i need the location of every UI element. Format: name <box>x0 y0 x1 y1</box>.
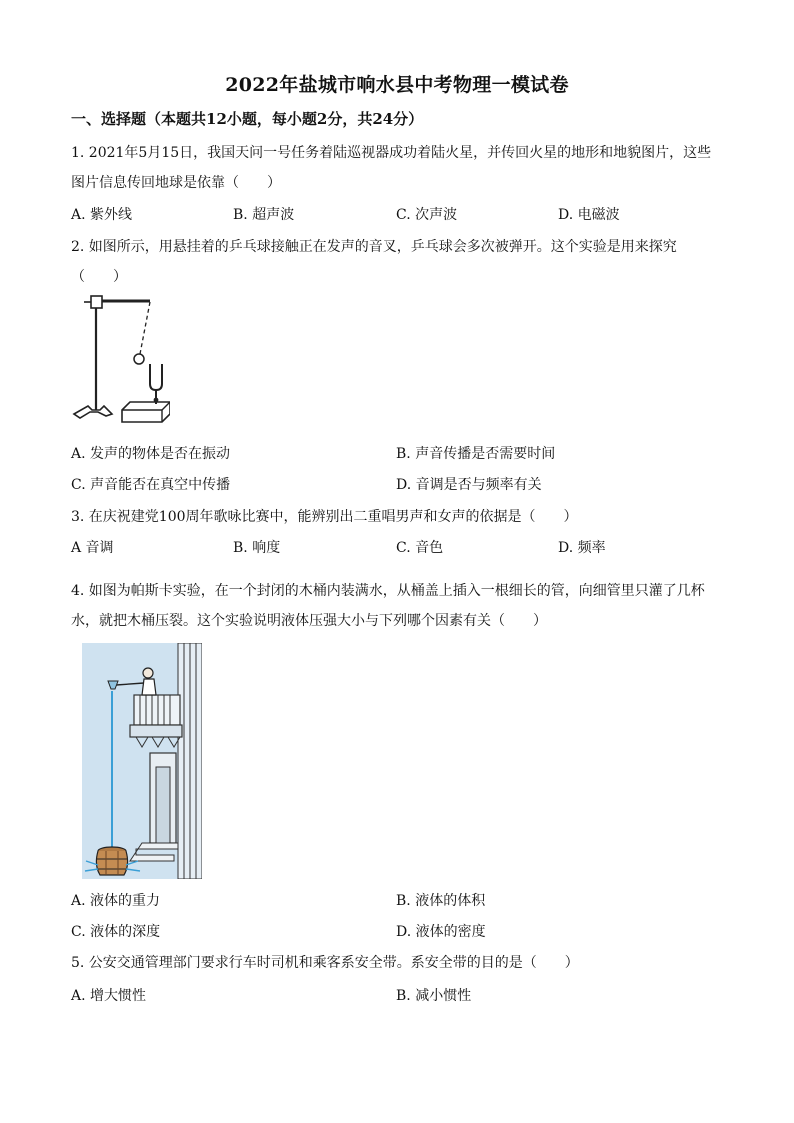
q4-stem-line2: 水，就把木桶压裂。这个实验说明液体压强大小与下列哪个因素有关（ ） <box>71 613 547 629</box>
q1-option-c: C. 次声波 <box>396 207 458 223</box>
stand-base <box>74 406 112 418</box>
q4-option-d: D. 液体的密度 <box>396 924 486 940</box>
q3-option-d: D. 频率 <box>558 540 606 556</box>
q3-option-b: B. 响度 <box>233 540 281 556</box>
pascal-barrel-figure <box>82 643 202 879</box>
q3-option-a: A 音调 <box>71 540 114 556</box>
q2-stem-line1: 2. 如图所示，用悬挂着的乒乓球接触正在发声的音叉，乒乓球会多次被弹开。这个实验是用来探究 <box>71 239 677 255</box>
ping-pong-ball <box>134 354 144 364</box>
q4-stem-line1: 4. 如图为帕斯卡实验，在一个封闭的木桶内装满水，从桶盖上插入一根细长的管，向细管里只灌了几杯 <box>71 583 705 599</box>
q1-option-d: D. 电磁波 <box>558 207 620 223</box>
q3-option-c: C. 音色 <box>396 540 444 556</box>
q2-option-b: B. 声音传播是否需要时间 <box>396 446 556 462</box>
q4-option-a: A. 液体的重力 <box>71 893 161 909</box>
balcony <box>134 695 180 725</box>
q5-option-a: A. 增大惯性 <box>71 988 147 1004</box>
q5-option-b: B. 减小惯性 <box>396 988 472 1004</box>
q1-stem-line2: 图片信息传回地球是依靠（ ） <box>71 175 281 191</box>
q2-option-d: D. 音调是否与频率有关 <box>396 477 542 493</box>
section-heading: 一、选择题（本题共12小题，每小题2分，共24分） <box>71 110 424 128</box>
string-dashed <box>140 302 150 354</box>
q4-option-b: B. 液体的体积 <box>396 893 486 909</box>
q2-stem-line2: （ ） <box>71 269 127 285</box>
clamp <box>91 296 102 308</box>
q5-stem-line1: 5. 公安交通管理部门要求行车时司机和乘客系安全带。系安全带的目的是（ ） <box>71 955 579 971</box>
person <box>143 668 153 678</box>
q1-option-a: A. 紫外线 <box>71 207 133 223</box>
q4-option-c: C. 液体的深度 <box>71 924 161 940</box>
page-title: 2022年盐城市响水县中考物理一模试卷 <box>225 74 569 96</box>
q1-stem-line1: 1. 2021年5月15日，我国天问一号任务着陆巡视器成功着陆火星，并传回火星的地形和地貌图片，这些 <box>71 145 712 161</box>
q3-stem-line1: 3. 在庆祝建党100周年歌咏比赛中，能辨别出二重唱男声和女声的依据是（ ） <box>71 509 578 525</box>
q2-option-c: C. 声音能否在真空中传播 <box>71 477 231 493</box>
tuning-fork <box>150 364 162 390</box>
tuning-fork-figure <box>70 292 170 426</box>
resonance-box <box>122 402 170 422</box>
q2-option-a: A. 发声的物体是否在振动 <box>71 446 231 462</box>
q1-option-b: B. 超声波 <box>233 207 295 223</box>
